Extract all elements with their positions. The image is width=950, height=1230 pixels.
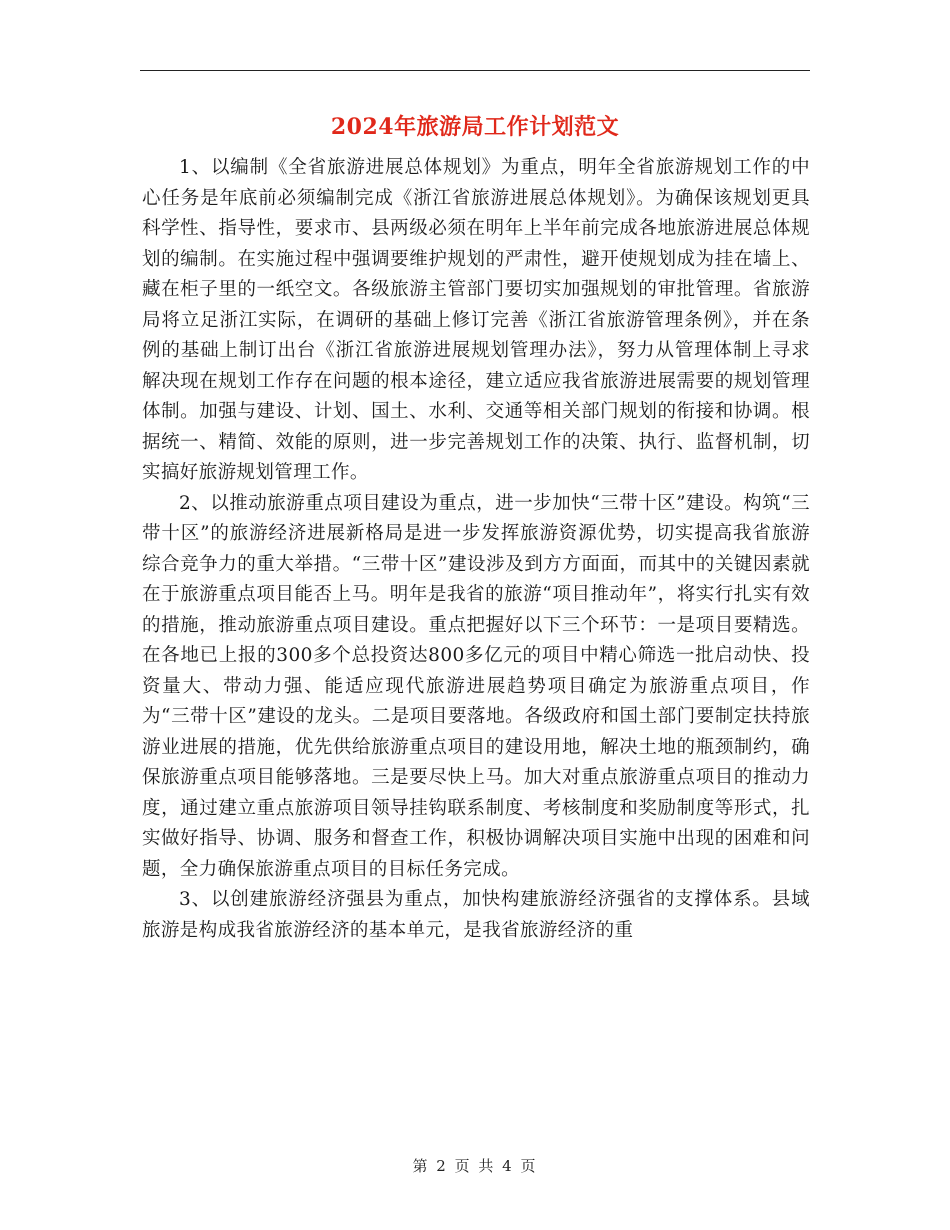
header-rule — [140, 70, 810, 71]
document-body — [142, 153, 810, 946]
paragraph-2: 2、以推动旅游重点项目建设为重点，进一步加快“三带十区”建设。构筑“三带十区”的旅游经济进展新格局是进一步发挥旅游资源优势，切实提高我省旅游综合竞争力的重大举措。“三带十区”建设涉及到方方面面，而其中的关键因素就在于旅游重点项目能否上马。明年是我省的旅游“项目推动年”，将实行扎实有效的措施，推动旅游重点项目建设。重点把握好以下三个环节：一是项目要精选。在各地已上报的300多个总投资达800多亿元的项目中精心筛选一批启动快、投资量大、带动力强、能适应现代旅游进展趋势项目确定为旅游重点项目，作为“三带十区”建设的龙头。二是项目要落地。各级政府和国土部门要制定扶持旅游业进展的措施，优先供给旅游重点项目的建设用地，解决土地的瓶颈制约，确保旅游重点项目能够落地。三是要尽快上马。加大对重点旅游重点项目的推动力度，通过建立重点旅游项目领导挂钩联系制度、考核制度和奖励制度等形式，扎实做好指导、协调、服务和督查工作，积极协调解决项目实施中出现的困难和问题，全力确保旅游重点项目的目标任务完成。 — [142, 492, 810, 880]
paragraph-1: 1、以编制《全省旅游进展总体规划》为重点，明年全省旅游规划工作的中心任务是年底前必须编制完成《浙江省旅游进展总体规划》。为确保该规划更具科学性、指导性，要求市、县两级必须在明年上半年前完成各地旅游进展总体规划的编制。在实施过程中强调要维护规划的严肃性，避开使规划成为挂在墙上、藏在柜子里的一纸空文。各级旅游主管部门要切实加强规划的审批管理。省旅游局将立足浙江实际，在调研的基础上修订完善《浙江省旅游管理条例》，并在条例的基础上制订出台《浙江省旅游进展规划管理办法》，努力从管理体制上寻求解决现在规划工作存在问题的根本途径，建立适应我省旅游进展需要的规划管理体制。加强与建设、计划、国土、水利、交通等相关部门规划的衔接和协调。根据统一、精简、效能的原则，进一步完善规划工作的决策、执行、监督机制，切实搞好旅游规划管理工作。 — [142, 157, 810, 483]
document-title: 2024年旅游局工作计划范文 — [330, 114, 620, 140]
paragraph-3: 3、以创建旅游经济强县为重点，加快构建旅游经济强省的支撑体系。县域旅游是构成我省旅游经济的基本单元，是我省旅游经济的重 — [142, 889, 810, 941]
page-number-footer: 第 2 页 共 4 页 — [412, 1157, 538, 1175]
